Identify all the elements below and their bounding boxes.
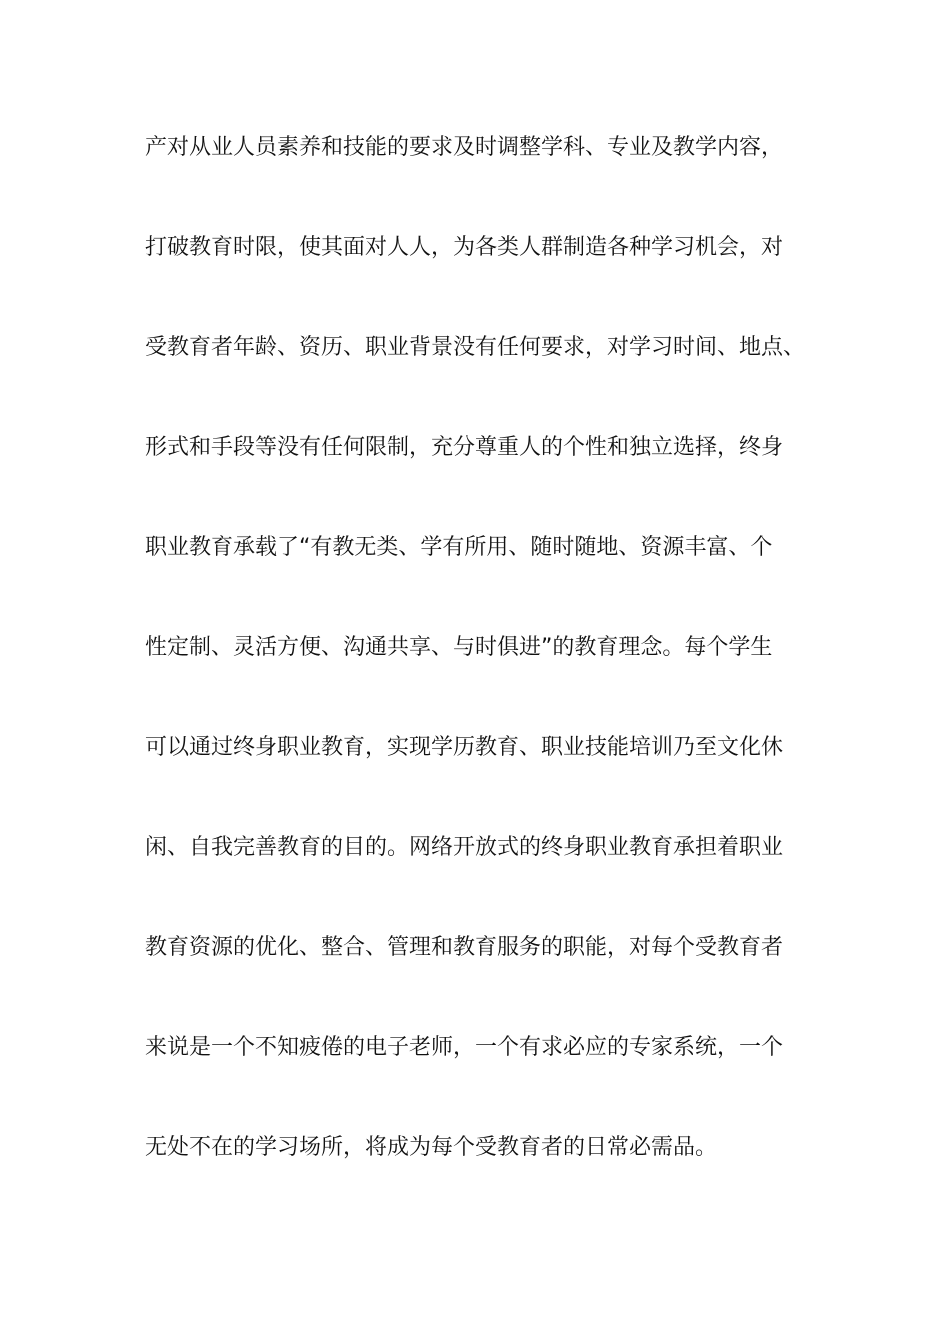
text-line-3: 受教育者年龄、资历、职业背景没有任何要求，对学习时间、地点、 — [145, 335, 806, 360]
text-line-8: 闲、自我完善教育的目的。网络开放式的终身职业教育承担着职业 — [145, 835, 784, 860]
text-line-6: 性定制、灵活方便、沟通共享、与时俱进”的教育理念。每个学生 — [145, 635, 773, 660]
text-line-1: 产对从业人员素养和技能的要求及时调整学科、专业及教学内容， — [145, 135, 784, 160]
text-line-4: 形式和手段等没有任何限制，充分尊重人的个性和独立选择，终身 — [145, 435, 784, 460]
text-line-5: 职业教育承载了“有教无类、学有所用、随时随地、资源丰富、个 — [145, 535, 773, 560]
body-text — [145, 134, 835, 1234]
text-line-2: 打破教育时限，使其面对人人，为各类人群制造各种学习机会，对 — [145, 235, 784, 260]
text-line-10: 来说是一个不知疲倦的电子老师，一个有求必应的专家系统，一个 — [145, 1035, 784, 1060]
text-line-9: 教育资源的优化、整合、管理和教育服务的职能，对每个受教育者 — [145, 935, 784, 960]
text-line-7: 可以通过终身职业教育，实现学历教育、职业技能培训乃至文化休 — [145, 735, 784, 760]
text-line-11: 无处不在的学习场所，将成为每个受教育者的日常必需品。 — [145, 1135, 718, 1160]
